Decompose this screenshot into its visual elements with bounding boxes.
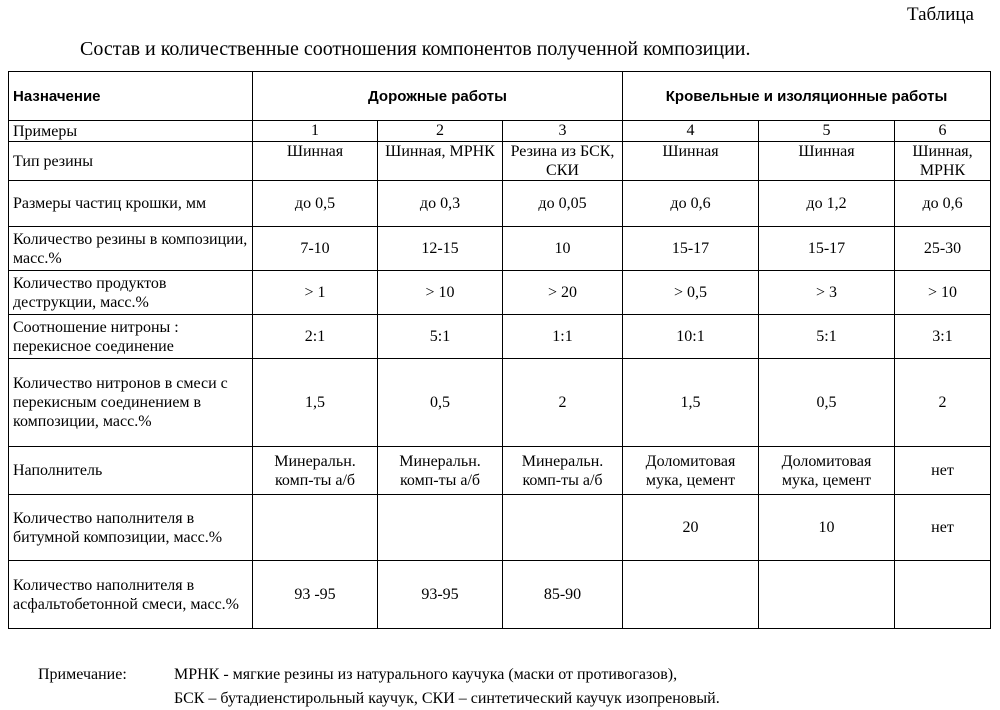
table-row xyxy=(9,142,991,181)
table-cell xyxy=(623,561,759,629)
table-cell xyxy=(895,561,991,629)
table-cell: 10 xyxy=(503,227,623,271)
table-cell: 0,5 xyxy=(759,359,895,447)
table-header-row xyxy=(9,72,991,121)
table-cell: > 0,5 xyxy=(623,271,759,315)
row-label: Количество наполнителя в битумной композиции, масс.% xyxy=(9,495,253,561)
table-cell: 93-95 xyxy=(378,561,503,629)
table-cell: 1 xyxy=(253,121,378,142)
table-cell xyxy=(759,561,895,629)
table-cell: до 0,6 xyxy=(623,181,759,227)
footnote-line-2: БСК – бутадиенстирольный каучук, СКИ – синтетический каучук изопреновый. xyxy=(174,690,720,707)
table-row xyxy=(9,227,991,271)
table-cell: до 0,3 xyxy=(378,181,503,227)
table-row xyxy=(9,359,991,447)
table-cell: > 10 xyxy=(895,271,991,315)
table-cell: > 1 xyxy=(253,271,378,315)
table-cell: > 20 xyxy=(503,271,623,315)
table-row xyxy=(9,271,991,315)
table-cell: Шинная, МРНК xyxy=(378,142,503,181)
table-cell: 12-15 xyxy=(378,227,503,271)
row-label: Наполнитель xyxy=(9,447,253,495)
table-cell: Шинная xyxy=(623,142,759,181)
table-cell: 1:1 xyxy=(503,315,623,359)
table-row xyxy=(9,495,991,561)
table-title: Состав и количественные соотношения компонентов полученной композиции. xyxy=(80,38,751,60)
table-caption: Таблица xyxy=(906,4,974,25)
table-cell: 6 xyxy=(895,121,991,142)
table-row xyxy=(9,181,991,227)
table-cell: нет xyxy=(895,495,991,561)
header-purpose: Назначение xyxy=(9,72,253,121)
table-cell: до 1,2 xyxy=(759,181,895,227)
table-row xyxy=(9,561,991,629)
table-cell: Доломитовая мука, цемент xyxy=(623,447,759,495)
table-cell: до 0,6 xyxy=(895,181,991,227)
composition-table xyxy=(8,71,991,629)
row-label: Тип резины xyxy=(9,142,253,181)
table-cell: Минеральн. комп-ты а/б xyxy=(503,447,623,495)
row-label: Количество нитронов в смеси с перекисным соединением в композиции, масс.% xyxy=(9,359,253,447)
footnote-line-1: МРНК - мягкие резины из натурального каучука (маски от противогазов), xyxy=(174,666,678,683)
table-cell: 20 xyxy=(623,495,759,561)
row-label: Соотношение нитроны : перекисное соединение xyxy=(9,315,253,359)
table-cell: Шинная, МРНК xyxy=(895,142,991,181)
table-cell: 1,5 xyxy=(623,359,759,447)
row-label: Количество продуктов деструкции, масс.% xyxy=(9,271,253,315)
row-label: Количество наполнителя в асфальтобетонной смеси, масс.% xyxy=(9,561,253,629)
table-cell: 2 xyxy=(378,121,503,142)
header-road-works: Дорожные работы xyxy=(253,72,623,121)
table-cell xyxy=(378,495,503,561)
row-label: Количество резины в композиции, масс.% xyxy=(9,227,253,271)
table-cell: 5:1 xyxy=(759,315,895,359)
footnote-label: Примечание: xyxy=(38,666,127,683)
table-cell: 3 xyxy=(503,121,623,142)
table-cell: Резина из БСК, СКИ xyxy=(503,142,623,181)
table-cell: 15-17 xyxy=(623,227,759,271)
table-cell: до 0,05 xyxy=(503,181,623,227)
table-cell: 3:1 xyxy=(895,315,991,359)
table-row xyxy=(9,121,991,142)
table-cell: Минеральн. комп-ты а/б xyxy=(378,447,503,495)
table-cell: > 10 xyxy=(378,271,503,315)
table-row xyxy=(9,315,991,359)
table-cell: 10 xyxy=(759,495,895,561)
table-cell: Шинная xyxy=(253,142,378,181)
table-row xyxy=(9,447,991,495)
table-cell: до 0,5 xyxy=(253,181,378,227)
table-cell: 93 -95 xyxy=(253,561,378,629)
table-cell: Доломитовая мука, цемент xyxy=(759,447,895,495)
table-cell: > 3 xyxy=(759,271,895,315)
table-cell xyxy=(503,495,623,561)
table-cell: 4 xyxy=(623,121,759,142)
row-label: Размеры частиц крошки, мм xyxy=(9,181,253,227)
table-cell: 15-17 xyxy=(759,227,895,271)
table-cell: 0,5 xyxy=(378,359,503,447)
table-cell: 5:1 xyxy=(378,315,503,359)
table-cell xyxy=(253,495,378,561)
table-cell: 2 xyxy=(503,359,623,447)
table-cell: Шинная xyxy=(759,142,895,181)
table-cell: 10:1 xyxy=(623,315,759,359)
table-cell: 25-30 xyxy=(895,227,991,271)
table-cell: нет xyxy=(895,447,991,495)
table-cell: Минеральн. комп-ты а/б xyxy=(253,447,378,495)
header-roof-works: Кровельные и изоляционные работы xyxy=(623,72,991,121)
table-cell: 2:1 xyxy=(253,315,378,359)
table-cell: 85-90 xyxy=(503,561,623,629)
row-label: Примеры xyxy=(9,121,253,142)
table-cell: 2 xyxy=(895,359,991,447)
table-cell: 5 xyxy=(759,121,895,142)
table-cell: 1,5 xyxy=(253,359,378,447)
table-cell: 7-10 xyxy=(253,227,378,271)
